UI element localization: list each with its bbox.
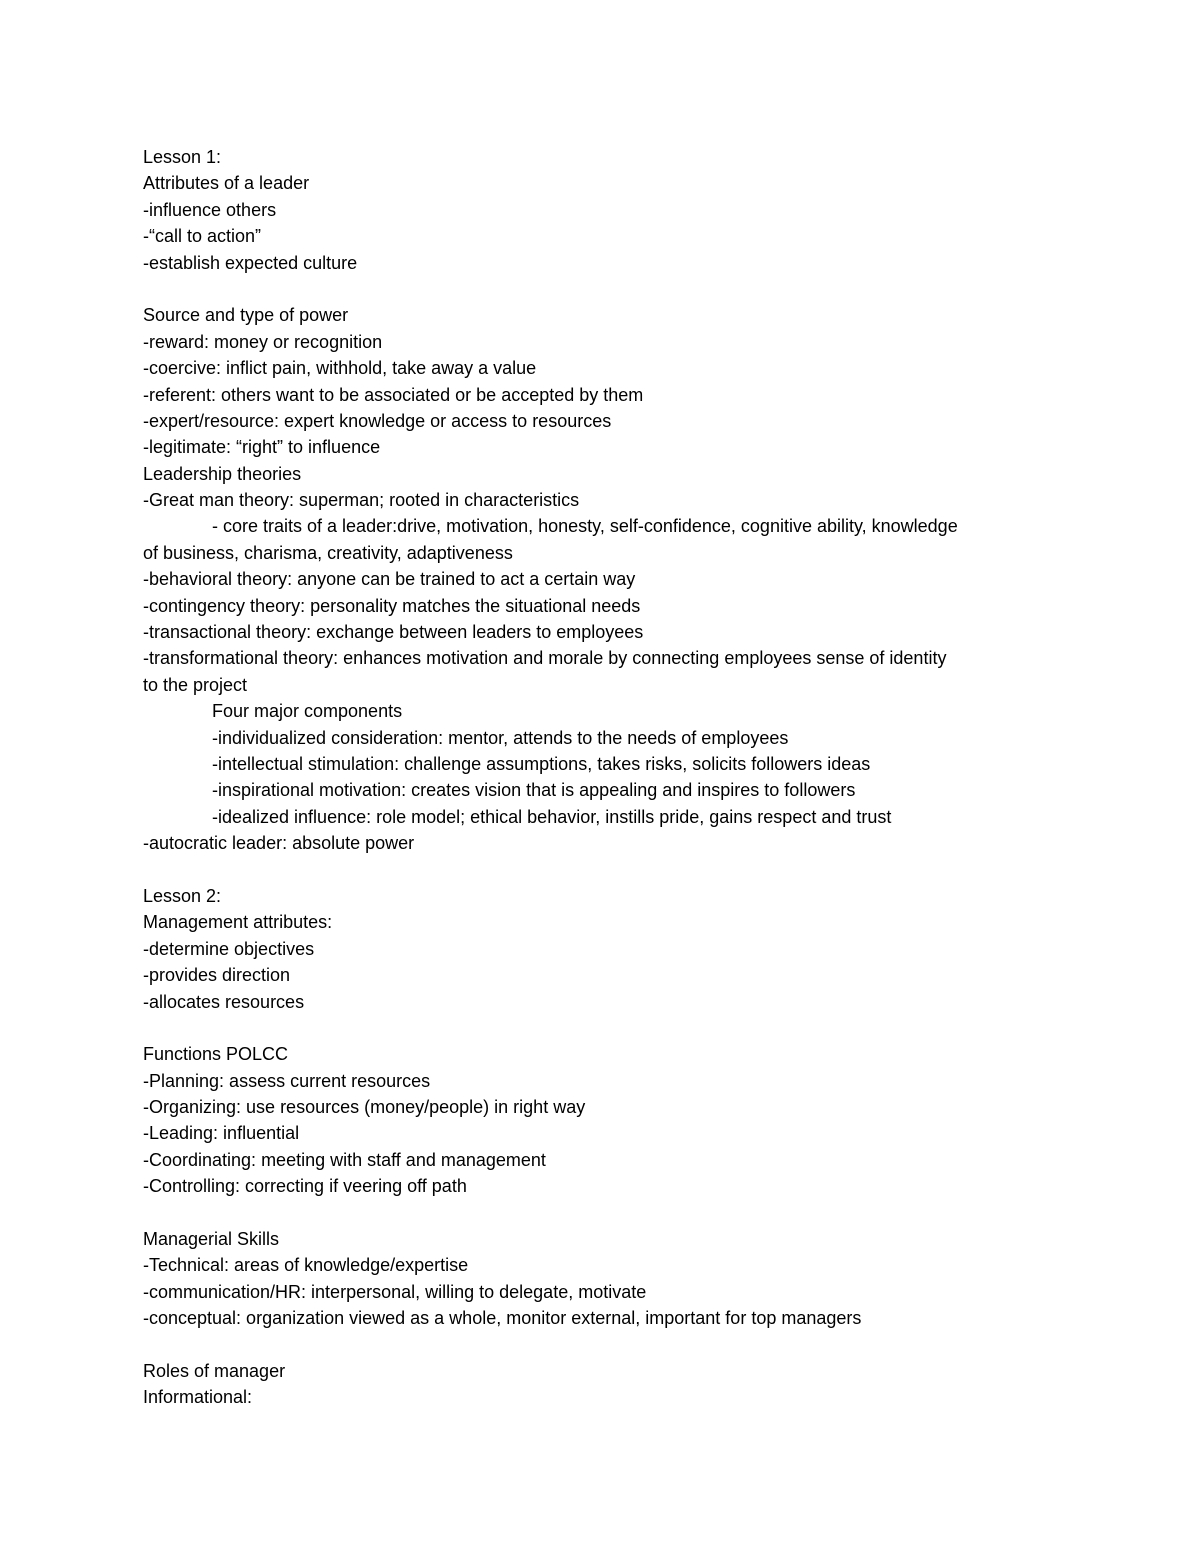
blank-line	[143, 857, 1063, 883]
attribute-item: -“call to action”	[143, 226, 262, 247]
lesson1-heading: Lesson 1:	[143, 147, 222, 167]
blank-line	[143, 1200, 1063, 1226]
component-item: -idealized influence: role model; ethical behavior, instills pride, gains respect and trust	[212, 806, 892, 827]
theory-item: -autocratic leader: absolute power	[143, 833, 415, 854]
power-item: -referent: others want to be associated or be accepted by them	[143, 384, 644, 405]
theory-item: to the project	[143, 674, 248, 695]
power-item: -reward: money or recognition	[143, 331, 383, 352]
function-item: -Planning: assess current resources	[143, 1070, 431, 1091]
blank-line	[143, 1015, 1063, 1041]
theory-item: -transformational theory: enhances motivation and morale by connecting employees sense of identity	[143, 648, 947, 669]
management-item: -provides direction	[143, 965, 291, 986]
theory-item: -behavioral theory: anyone can be trained to act a certain way	[143, 569, 636, 590]
blank-line	[143, 276, 1063, 302]
power-item: -legitimate: “right” to influence	[143, 437, 381, 458]
function-item: -Organizing: use resources (money/people) in right way	[143, 1097, 586, 1118]
component-item: -individualized consideration: mentor, attends to the needs of employees	[212, 727, 789, 748]
attribute-item: -establish expected culture	[143, 252, 358, 273]
core-traits-line: of business, charisma, creativity, adaptiveness	[143, 542, 513, 563]
management-item: -determine objectives	[143, 938, 315, 959]
function-item: -Leading: influential	[143, 1123, 300, 1144]
component-item: -intellectual stimulation: challenge assumptions, takes risks, solicits followers ideas	[212, 753, 871, 774]
document-body	[143, 144, 1063, 1411]
skill-item: -communication/HR: interpersonal, willing to delegate, motivate	[143, 1281, 647, 1302]
theory-item: -contingency theory: personality matches the situational needs	[143, 595, 641, 616]
informational-heading: Informational:	[143, 1387, 253, 1408]
component-item: -inspirational motivation: creates vision that is appealing and inspires to followers	[212, 780, 856, 801]
function-item: -Controlling: correcting if veering off path	[143, 1176, 467, 1197]
lesson2-heading: Lesson 2:	[143, 885, 222, 906]
theory-item: -transactional theory: exchange between leaders to employees	[143, 622, 644, 643]
power-heading: Source and type of power	[143, 305, 349, 326]
functions-heading: Functions POLCC	[143, 1044, 289, 1065]
theories-heading: Leadership theories	[143, 463, 302, 484]
roles-heading: Roles of manager	[143, 1360, 286, 1381]
skill-item: -Technical: areas of knowledge/expertise	[143, 1255, 469, 1276]
management-item: -allocates resources	[143, 991, 305, 1012]
function-item: -Coordinating: meeting with staff and management	[143, 1149, 546, 1170]
skills-heading: Managerial Skills	[143, 1229, 280, 1250]
attribute-item: -influence others	[143, 199, 277, 220]
power-item: -coercive: inflict pain, withhold, take away a value	[143, 358, 537, 379]
core-traits-line: - core traits of a leader:drive, motivation, honesty, self-confidence, cognitive ability, knowledge	[212, 516, 958, 537]
attributes-heading: Attributes of a leader	[143, 173, 310, 194]
theory-item: -Great man theory: superman; rooted in characteristics	[143, 490, 580, 511]
blank-line	[143, 1332, 1063, 1358]
components-heading: Four major components	[212, 701, 403, 722]
power-item: -expert/resource: expert knowledge or access to resources	[143, 410, 612, 431]
management-heading: Management attributes:	[143, 912, 333, 933]
skill-item: -conceptual: organization viewed as a whole, monitor external, important for top managers	[143, 1308, 862, 1329]
